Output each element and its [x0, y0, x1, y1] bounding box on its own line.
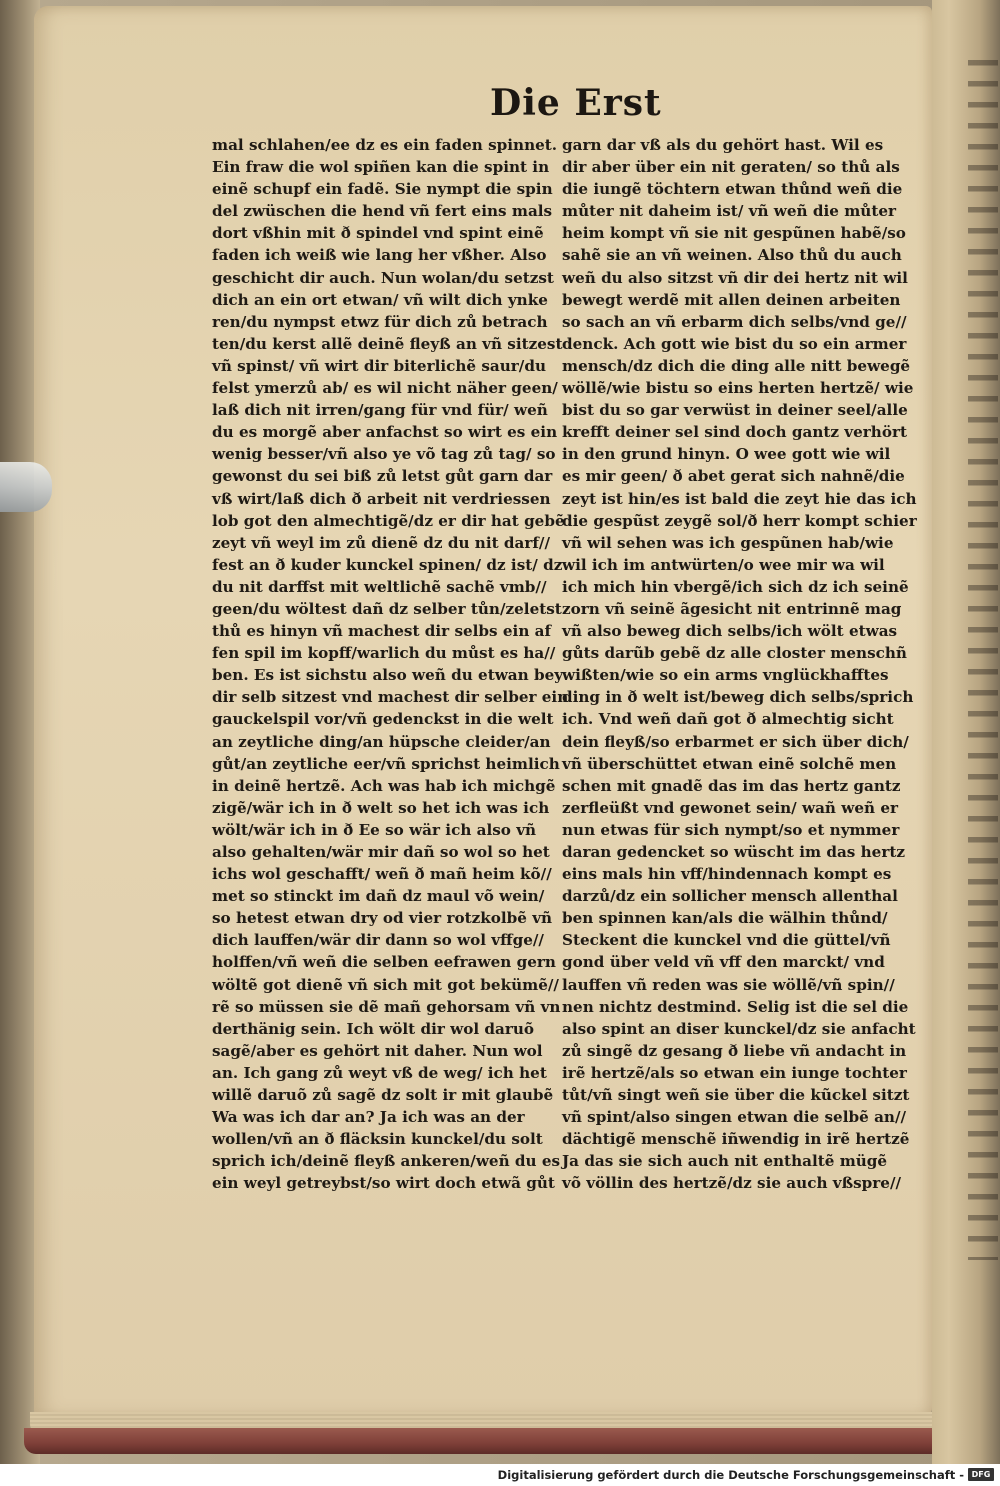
- text-line: zeyt ist hin/es ist bald die zeyt hie das ich: [562, 489, 917, 508]
- footer-bar: [0, 1464, 1000, 1486]
- text-line: dir selb sitzest vnd machest dir selber ein: [212, 688, 569, 707]
- text-line: bewegt werdẽ mit allen deinen arbeiten: [562, 290, 901, 309]
- text-line: geschicht dir auch. Nun wolan/du setzst: [212, 268, 554, 287]
- text-line: sprich ich/deinẽ fleyß ankeren/weñ du es: [212, 1152, 561, 1171]
- text-line: Ja das sie sich auch nit enthaltẽ mügẽ: [562, 1152, 888, 1171]
- text-line: thů es hinyn vñ machest dir selbs ein af: [212, 622, 552, 641]
- text-line: ten/du kerst allẽ deinẽ fleyß an vñ sitzest: [212, 334, 563, 353]
- text-line: faden ich weiß wie lang her vßher. Also: [212, 246, 547, 265]
- page-clip: [0, 462, 52, 512]
- text-line: můter nit daheim ist/ vñ weñ die můter: [562, 202, 897, 221]
- text-line: gůt/an zeytliche eer/vñ sprichst heimlich: [212, 754, 560, 773]
- text-line: dich an ein ort etwan/ vñ wilt dich ynke: [212, 290, 548, 309]
- text-line: wenig besser/vñ also ye võ tag zů tag/ so: [212, 445, 556, 464]
- text-line: ben. Es ist sichstu also weñ du etwan bey: [212, 666, 564, 685]
- text-line: vñ überschüttet etwan einẽ solchẽ men: [562, 754, 897, 773]
- footer-credit: Digitalisierung gefördert durch die Deutsche Forschungsgemeinschaft -: [497, 1468, 964, 1482]
- text-line: weñ du also sitzst vñ dir dei hertz nit wil: [562, 268, 908, 287]
- text-line: ben spinnen kan/als die wälhin thůnd/: [562, 909, 888, 928]
- text-line: gůts darũb gebẽ dz alle closter menschñ: [562, 644, 907, 663]
- text-line: krefft deiner sel sind doch gantz verhört: [562, 423, 907, 442]
- text-line: wißten/wie so ein arms vnglückhafftes: [562, 666, 889, 685]
- text-line: an zeytliche ding/an hüpsche cleider/an: [212, 732, 551, 751]
- text-line: felst ymerzů ab/ es wil nicht näher geen/: [212, 379, 558, 398]
- text-line: ichs wol geschafft/ weñ ð mañ heim kõ//: [212, 865, 552, 884]
- text-column-left: [212, 134, 569, 1195]
- text-line: vñ wil sehen was ich gespũnen hab/wie: [562, 533, 894, 552]
- text-line: ich. Vnd weñ dañ got ð almechtig sicht: [562, 710, 894, 729]
- text-line: mensch/dz dich die ding alle nitt bewegẽ: [562, 356, 911, 375]
- text-line: Steckent die kunckel vnd die güttel/vñ: [562, 931, 891, 950]
- text-line: willẽ daruõ zů sagẽ dz solt ir mit glaubẽ: [212, 1086, 554, 1105]
- text-line: so hetest etwan dry od vier rotzkolbẽ vñ: [212, 909, 553, 928]
- text-line: met so stinckt im dañ dz maul võ wein/: [212, 887, 545, 906]
- text-line: võ völlin des hertzẽ/dz sie auch vßspre//: [562, 1174, 902, 1193]
- text-line: dächtigẽ menschẽ iñwendig in irẽ hertzẽ: [562, 1130, 910, 1149]
- text-line: vñ also beweg dich selbs/ich wölt etwas: [562, 622, 898, 641]
- text-line: wölt/wär ich in ð Ee so wär ich also vñ: [212, 820, 537, 839]
- text-line: ein weyl getreybst/so wirt doch etwã gůt: [212, 1174, 555, 1193]
- text-column-right: [562, 134, 917, 1195]
- text-line: in deinẽ hertzẽ. Ach was hab ich michgẽ: [212, 776, 556, 795]
- text-line: daran gedencket so wüscht im das hertz: [562, 843, 905, 861]
- text-line: an. Ich gang zů weyt vß de weg/ ich het: [212, 1063, 547, 1082]
- text-line: sahẽ sie an vñ weinen. Also thů du auch: [562, 246, 902, 265]
- text-line: zigẽ/wär ich in ð welt so het ich was ich: [212, 798, 550, 817]
- text-line: so sach an vñ erbarm dich selbs/vnd ge//: [562, 312, 907, 331]
- text-line: del zwüschen die hend vñ fert eins mals: [212, 202, 553, 221]
- text-line: eins mals hin vff/hindennach kompt es: [562, 865, 892, 884]
- text-line: also gehalten/wär mir dañ so wol so het: [212, 843, 550, 861]
- text-line: es mir geen/ ð abet gerat sich nahnẽ/die: [562, 467, 905, 486]
- text-line: wil ich im antwürten/o wee mir wa wil: [562, 555, 885, 574]
- dfg-logo: DFG: [968, 1468, 994, 1481]
- text-line: wöltẽ got dienẽ vñ sich mit got bekümẽ//: [212, 975, 559, 994]
- running-head: Die Erst: [490, 82, 662, 124]
- text-line: derthänig sein. Ich wölt dir wol daruõ: [212, 1019, 535, 1038]
- text-line: vñ spinst/ vñ wirt dir biterlichẽ saur/du: [212, 356, 547, 375]
- text-line: einẽ schupf ein fadẽ. Sie nympt die spin: [212, 180, 553, 199]
- text-line: garn dar vß als du gehört hast. Wil es: [562, 136, 884, 154]
- text-line: irẽ hertzẽ/als so etwan ein iunge tochter: [562, 1063, 907, 1082]
- text-line: heim kompt vñ sie nit gespũnen habẽ/so: [562, 224, 906, 243]
- text-line: dich lauffen/wär dir dann so wol vffge//: [212, 931, 544, 950]
- text-line: du nit darffst mit weltlichẽ sachẽ vmb//: [212, 577, 547, 596]
- text-line: schen mit gnadẽ das im das hertz gantz: [562, 776, 901, 795]
- text-line: lob got den almechtigẽ/dz er dir hat gebẽ: [212, 511, 565, 530]
- text-line: nen nichtz destmind. Selig ist die sel die: [562, 997, 909, 1016]
- text-line: tůt/vñ singt weñ sie über die kũckel sitzt: [562, 1086, 910, 1105]
- text-line: holffen/vñ weñ die selben eefrawen gern: [212, 953, 556, 972]
- text-line: fest an ð kuder kunckel spinen/ dz ist/ dz: [212, 555, 563, 574]
- text-line: gauckelspil vor/vñ gedenckst in die welt: [212, 710, 554, 729]
- book-binding: [24, 1428, 944, 1454]
- text-line: lauffen vñ reden was sie wöllẽ/vñ spin//: [562, 975, 895, 994]
- text-line: bist du so gar verwüst in deiner seel/alle: [562, 401, 908, 420]
- text-line: denck. Ach gott wie bist du so ein armer: [562, 334, 907, 353]
- text-line: rẽ so müssen sie dẽ mañ gehorsam vñ vn: [212, 997, 561, 1016]
- text-line: die iungẽ töchtern etwan thůnd weñ die: [562, 180, 903, 199]
- text-line: vß wirt/laß dich ð arbeit nit verdriessen: [212, 489, 551, 508]
- text-line: also spint an diser kunckel/dz sie anfacht: [562, 1019, 916, 1038]
- text-line: fen spil im kopff/warlich du můst es ha//: [212, 644, 556, 663]
- text-line: ren/du nympst etwz für dich zů betrach: [212, 312, 548, 331]
- text-line: zeyt vñ weyl im zů dienẽ dz du nit darf//: [212, 533, 550, 552]
- text-line: darzů/dz ein sollicher mensch allenthal: [562, 887, 898, 906]
- text-line: dir aber über ein nit geraten/ so thů als: [562, 158, 900, 177]
- facing-page-text-strip: [968, 60, 998, 1260]
- text-line: dein fleyß/so erbarmet er sich über dich/: [562, 732, 909, 751]
- text-line: mal schlahen/ee dz es ein faden spinnet.: [212, 136, 558, 154]
- facing-page-edge: [932, 0, 1000, 1464]
- text-line: ding in ð welt ist/beweg dich selbs/sprich: [562, 688, 914, 707]
- text-line: laß dich nit irren/gang für vnd für/ weñ: [212, 401, 548, 420]
- text-line: sagẽ/aber es gehört nit daher. Nun wol: [212, 1041, 543, 1060]
- text-line: nun etwas für sich nympt/so et nymmer: [562, 820, 900, 839]
- text-line: in den grund hinyn. O wee gott wie wil: [562, 445, 891, 464]
- text-line: ich mich hin vbergẽ/ich sich dz ich seinẽ: [562, 577, 909, 596]
- text-line: wollen/vñ an ð fläcksin kunckel/du solt: [212, 1130, 543, 1149]
- text-line: geen/du wöltest dañ dz selber tůn/zeletst: [212, 599, 562, 618]
- text-line: dort vßhin mit ð spindel vnd spint einẽ: [212, 224, 544, 243]
- text-line: zů singẽ dz gesang ð liebe vñ andacht in: [562, 1041, 907, 1060]
- text-line: zerfleüßt vnd gewonet sein/ wañ weñ er: [562, 798, 898, 817]
- text-line: Wa was ich dar an? Ja ich was an der: [212, 1108, 525, 1127]
- text-line: du es morgẽ aber anfachst so wirt es ein: [212, 423, 558, 442]
- text-line: gond über veld vñ vff den marckt/ vnd: [562, 953, 885, 972]
- text-line: Ein fraw die wol spiñen kan die spint in: [212, 158, 550, 177]
- text-line: gewonst du sei biß zů letst gůt garn dar: [212, 467, 553, 486]
- text-line: wöllẽ/wie bistu so eins herten hertzẽ/ wie: [562, 379, 914, 398]
- text-line: die gespũst zeygẽ sol/ð herr kompt schier: [562, 511, 917, 530]
- text-line: vñ spint/also singen etwan die selbẽ an//: [562, 1108, 907, 1127]
- text-line: zorn vñ seinẽ ãgesicht nit entrinnẽ mag: [562, 599, 902, 618]
